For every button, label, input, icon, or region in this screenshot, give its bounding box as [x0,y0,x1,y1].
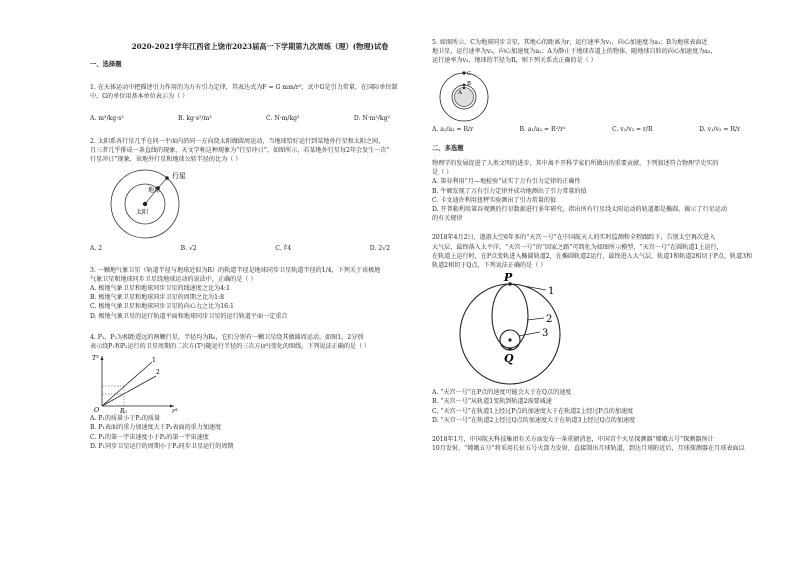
q1-option-b[interactable]: B. kg·s²/m³ [177,114,212,122]
t2-label: T² [92,354,99,363]
q5-option-c[interactable]: C. v₁/v₃ = r/R [611,125,653,133]
q6-line-2: 是（ ） [432,169,453,177]
q5-line-1: 5. 如图所示，C为地球同步卫星，其地心的距离为r，运行速率为v₁，向心加速度为a₁；B为地球表面近 [432,39,708,46]
q6-option-d[interactable]: D. 开普勒利用第谷观测的行星数据进行多年研究，指出所有行星绕太阳运动的轨道都是椭圆，揭示了行星运动 [432,206,727,214]
planet-dot [165,177,169,181]
label-1: 1 [548,286,555,298]
q4-option-a[interactable]: A. P₁的质量小于P₂的质量 [90,415,161,423]
earth-center [508,339,511,342]
q2-line-1: 2. 太阳系各行星几乎在同一平面内沿同一方向绕太阳做圆周运动，当地球恰好运行到某地外行星和太阳之间， [90,137,385,145]
label-b: B [467,80,472,87]
orbit-2 [492,284,528,348]
question-7 [432,233,770,425]
line-2 [102,376,156,406]
q7-line-4: 轨道2相切于Q点，下列说法正确的是（ ） [432,262,547,270]
q2-option-b[interactable]: B. √2 [180,245,197,253]
origin-label: O [94,406,100,415]
q7-line-2: 大气层，最终落入太平洋，“天宫一号”的“回家之路”可简化为如图所示模型，“天宫一号”在圆轨道1上运行， [432,243,723,251]
label-q: Q [504,352,514,366]
r3-label: r³ [172,407,178,415]
label-2: 2 [546,314,553,326]
line-2-label: 2 [156,369,160,377]
q5-option-a[interactable]: A. a₁/a₃ = R/r [432,125,474,133]
q8-line-2: 10月发射，“嫦娥五号”将采用长征五号火箭力发射，直接制出月球轨道，到达月球附近后，月球探测器在月球表面以 [432,445,745,453]
q8-line-1: 2018年1月，中国航天科技集团有关方面发布一条重磅消息，中国首个火星探测器“嫦娥五号”探测器预计 [432,436,714,444]
satellite-c [462,71,465,74]
sun-dot [143,202,147,206]
q4-option-b[interactable]: B. P₁表面的重力加速度大于P₂表面的重力加速度 [90,424,222,432]
label-c: C [467,70,472,77]
q2-line-2: 且三者几乎排成一条直线的现象，天文学称这种现象为“行星冲日”，如图所示，若某地外行星每2年会发生一次“ [90,147,390,155]
q2-options [90,244,430,253]
question-5 [432,38,770,134]
planet-label: 行星 [172,172,186,181]
q2-option-c[interactable]: C. ∛4 [275,245,292,253]
point-q [508,347,512,351]
q3-line-2: 气象卫星和地球同步卫星绕地球运动的说法中，正确的是（ ） [90,275,257,283]
question-1 [90,83,430,123]
q7-line-3: 在轨道上运行时，在P点变轨进入椭圆轨道2，在椭圆轨道2运行，最终进入大气层，轨道1和轨道2相切于P点，轨道3和 [432,252,753,260]
q1-option-d[interactable]: D. N·m²/kg² [353,114,390,122]
q3-line-1: 3. 一颗地气象卫星（轨道半径与地球近似为R）的轨道半径是地球同步卫星轨道半径的1/4，下列关于该极地 [90,266,381,274]
q1-options [90,114,430,123]
q3-option-c[interactable]: C. 极地气象卫星和地球同步卫星的向心力之比为16:1 [90,303,234,311]
q5-line-3: 运行速率为v₃，地球的半径为R，则下列关系式正确的是（ ） [432,57,597,65]
q2-option-a[interactable]: A. 2 [90,245,103,253]
q5-option-b[interactable]: B. a₁/a₂ = R²/r² [519,125,566,133]
q6-line-1: 物理学的发展促进了人类文明的进步，其中离不开科学家们所做出的重要贡献，下列叙述符合物理学史实的 [432,160,719,168]
object-a [463,86,465,88]
q7-option-b[interactable]: B. “天宫一号”从轨道1变轨到轨道2需要减速 [432,398,552,406]
label-3: 3 [542,328,549,340]
q2-option-d[interactable]: D. 2√2 [369,245,390,253]
q1-line-1: 1. 在天体运动中把描述引力作用的为万有引力定律，其表达式为F = G mm/r²，式中G是引力常量，在国际单位制 [90,84,398,92]
q5-options [432,125,770,134]
q3-option-a[interactable]: A. 极地气象卫星和地球同步卫星的线速度之比为4:1 [90,285,230,293]
q1-line-2: 中，G的单位用基本单位表示为（ ） [90,93,189,101]
q5-line-2: 地卫星，运行速率为v₂，向心加速度为a₂；A为静止于地球赤道上的物体，随地球自转的向心加速度为a₃， [432,48,717,56]
q4-option-c[interactable]: C. P₁的第一宇宙速度小于P₂的第一宇宙速度 [90,433,209,441]
left-column [90,57,430,451]
q4-line-2: 表示绕P₁和P₂运行的卫星周期的二次方(T²)随运行半径的三次方(r³)变化的图线，下列说法正确的是（ ） [90,343,371,351]
q6-option-c[interactable]: C. 卡文迪许利用扭秤实验测出了引力常量的值 [432,196,557,204]
line-1-label: 1 [152,357,156,365]
q7-line-1: 2018年4月2日，遨游太空6年多的“天宫一号”在中国航天人的实时监测和全程跟踪下，告别太空再次进入 [432,234,716,242]
right-column [432,38,770,453]
satellite-b [463,83,466,86]
satellite-orbit-figure [436,67,496,123]
t2-r3-graph [90,352,180,414]
label-p: P [504,272,513,285]
q2-line-3: 行星冲日”现象，该地外行星和地球公转半径的比为（ ） [90,156,242,164]
q7-option-a[interactable]: A. “天宫一号”在P点的速度可能会大于在Q点的速度 [432,389,572,397]
earth-label: 地球 [148,187,161,195]
line-1 [102,362,152,406]
document-title: 2020-2021学年江西省上饶市2023届高一下学期第九次周练（理）(物理)试卷 [131,42,389,51]
planet-orbit-figure [90,166,200,240]
question-2 [90,137,430,254]
q6-option-a[interactable]: A. 第谷利用“月—地检验”证实了万有引力定律的正确性 [432,178,581,186]
question-3 [90,266,430,321]
question-8 [432,435,770,453]
question-6 [432,159,770,223]
q4-option-d[interactable]: D. P₁同步卫星运行的周期小于P₂同步卫星运行的周期 [90,442,234,450]
section-heading-multi: 二、多选题 [432,144,464,152]
label-a: A [458,89,462,96]
q7-option-d[interactable]: D. “天宫一号”在轨道2上经过Q点的加速度大于在轨道3上经过Q点的加速度 [432,416,636,424]
q3-option-b[interactable]: B. 极地气象卫星和地球同步卫星的周期之比为1:8 [90,294,224,302]
sun-label: 太阳 [136,209,149,217]
q4-line-1: 4. P₁、P₂为相距遥远的两颗行星，半径均为R₀，它们分别有一颗卫星绕其做圆周运动，如图1、2分别 [90,333,364,341]
tiangong-orbit-figure [452,272,602,388]
r0-label: R₀ [120,408,127,415]
q6-option-d-cont: 的有关规律 [432,215,463,223]
q7-option-c[interactable]: C. “天宫一号”在轨道1上经过P点的加速度大于在轨道2上经过P点的加速度 [432,407,634,415]
q1-option-a[interactable]: A. m³/kg·s² [90,114,124,122]
q6-option-b[interactable]: B. 牛顿发现了万有引力定律并成功地测出了引力常量的值 [432,187,587,195]
question-4 [90,333,430,451]
q1-option-c[interactable]: C. N·m/kg² [266,114,300,122]
q3-option-d[interactable]: D. 极地气象卫星的运行轨道平面和地球同步卫星的运行轨道平面一定重合 [90,312,288,320]
q5-option-d[interactable]: D. v₁/v₂ = R/r [699,125,740,133]
section-heading-choice: 一、选择题 [90,61,122,68]
